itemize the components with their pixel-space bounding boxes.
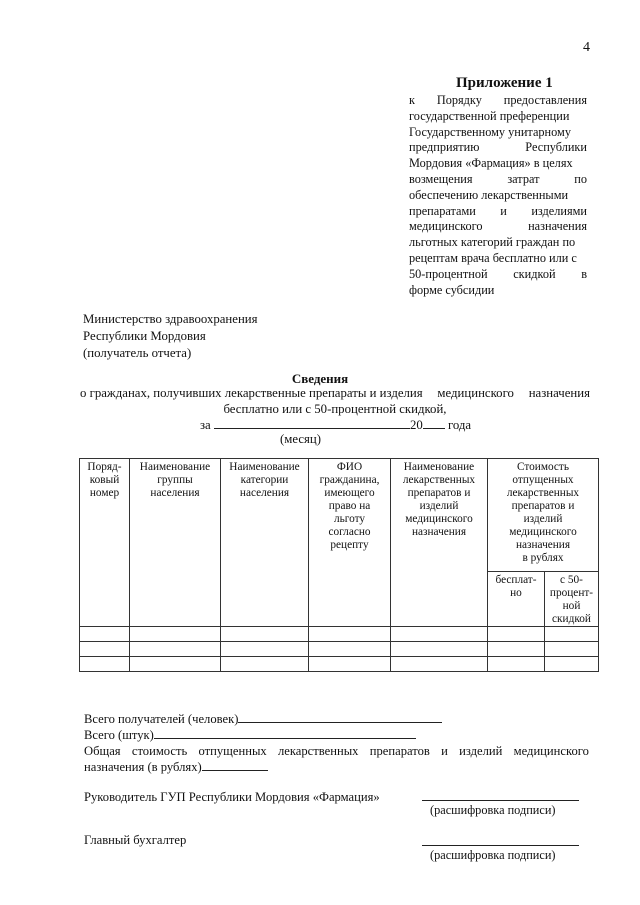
total-cost-word: лекарственных (277, 744, 359, 758)
appendix-word: Мордовия «Фармация» в целях (409, 156, 573, 171)
table-cell[interactable] (545, 657, 599, 672)
table-cell[interactable] (391, 657, 488, 672)
appendix-line (409, 109, 587, 125)
subtitle-line: бесплатно или с 50-процентной скидкой, (223, 401, 447, 416)
appendix-line (409, 204, 587, 220)
month-label: (месяц) (280, 432, 322, 446)
totals-block (84, 711, 589, 775)
table-cell[interactable] (221, 642, 309, 657)
total-pieces-blank[interactable] (154, 727, 416, 739)
table-cell[interactable] (309, 642, 391, 657)
total-cost-word: изделий (459, 744, 503, 758)
subtitle-part: назначения (528, 386, 590, 400)
appendix-word: форме субсидии (409, 282, 495, 297)
period-year: 20 (409, 418, 423, 432)
head-signature-line[interactable] (422, 800, 579, 801)
recipient-note: (получатель отчета) (83, 346, 192, 360)
header-cell: Наименование группы населения (130, 459, 221, 627)
appendix-line (409, 125, 587, 141)
appendix-word: к (409, 93, 415, 107)
appendix-word: скидкой (513, 266, 556, 281)
header-cell: Наименование категории населения (221, 459, 309, 627)
appendix-word: изделиями (531, 203, 587, 218)
table-cell[interactable] (545, 627, 599, 642)
table-cell[interactable] (488, 627, 545, 642)
appendix-word: назначения (528, 219, 587, 234)
total-recipients-label: Всего получателей (человек) (84, 712, 239, 726)
header-cell: ФИО гражданина, имеющего право на льготу согласно рецепту (309, 459, 391, 627)
table-row (80, 627, 599, 642)
subheader-cell: бесплат- но (488, 572, 545, 627)
header-cell: Стоимость отпущенных лекарственных препаратов и изделий медицинского назначения в рублях (488, 459, 599, 572)
total-cost-word: отпущенных (198, 744, 267, 758)
period-prefix: за (200, 418, 211, 432)
report-subtitle (80, 386, 590, 417)
table-cell[interactable] (391, 627, 488, 642)
total-cost-word: Общая (84, 744, 121, 758)
table-cell[interactable] (130, 642, 221, 657)
appendix-word: Порядку (436, 93, 482, 107)
page-number: 4 (583, 40, 590, 55)
table-cell[interactable] (309, 657, 391, 672)
appendix-word: предоставления (503, 93, 587, 107)
appendix-word: государственной преференции (409, 108, 570, 123)
period-suffix: года (447, 418, 472, 432)
appendix-word: в (581, 266, 587, 281)
total-cost-line (84, 743, 589, 759)
total-recipients-blank[interactable] (238, 711, 442, 723)
appendix-text (409, 93, 587, 298)
accountant-signature-label: Главный бухгалтер (84, 833, 187, 847)
report-table (79, 458, 599, 672)
head-signature-caption: (расшифровка подписи) (430, 803, 556, 817)
table-cell[interactable] (309, 627, 391, 642)
appendix-line (409, 235, 587, 251)
header-cell: Наименование лекарственных препаратов и изделий медицинского назначения (391, 459, 488, 627)
appendix-word: препаратами (409, 203, 476, 218)
recipient-block (83, 311, 258, 362)
report-title: Сведения (291, 371, 349, 386)
month-blank[interactable] (214, 417, 410, 429)
recipient-line: Республики Мордовия (83, 329, 206, 343)
table-cell[interactable] (488, 657, 545, 672)
table-cell[interactable] (80, 642, 130, 657)
accountant-signature-caption: (расшифровка подписи) (430, 848, 556, 862)
table-cell[interactable] (545, 642, 599, 657)
appendix-line (409, 188, 587, 204)
table-cell[interactable] (221, 657, 309, 672)
table-cell[interactable] (130, 627, 221, 642)
accountant-signature-line[interactable] (422, 845, 579, 846)
table-cell[interactable] (80, 627, 130, 642)
total-cost-label: назначения (в рублях) (84, 760, 202, 774)
table-cell[interactable] (130, 657, 221, 672)
total-pieces-label: Всего (штук) (84, 728, 154, 742)
subheader-cell: с 50- процент- ной скидкой (545, 572, 599, 627)
year-blank[interactable] (423, 417, 445, 429)
appendix-word: Республики (525, 140, 587, 155)
appendix-word: по (574, 171, 587, 186)
appendix-word: предприятию (409, 140, 480, 155)
total-cost-word: и (441, 744, 448, 758)
table-row (80, 657, 599, 672)
appendix-line (409, 251, 587, 267)
total-cost-blank[interactable] (202, 759, 268, 771)
appendix-word: 50-процентной (409, 266, 488, 281)
appendix-line (409, 283, 587, 299)
appendix-line (409, 172, 587, 188)
appendix-word: Государственному унитарному (409, 124, 571, 139)
appendix-line (409, 267, 587, 283)
total-cost-word: медицинского (513, 744, 589, 758)
appendix-word: и (500, 203, 507, 218)
total-cost-word: препаратов (369, 744, 430, 758)
appendix-line (409, 140, 587, 156)
appendix-line (409, 156, 587, 172)
recipient-line: Министерство здравоохранения (83, 312, 258, 326)
appendix-title: Приложение 1 (456, 75, 553, 91)
appendix-word: рецептам врача бесплатно или с (409, 250, 577, 265)
total-cost-word: стоимость (131, 744, 188, 758)
appendix-word: возмещения (409, 171, 473, 186)
table-cell[interactable] (221, 627, 309, 642)
head-signature-label: Руководитель ГУП Республики Мордовия «Фармация» (84, 790, 380, 804)
table-cell[interactable] (391, 642, 488, 657)
subtitle-part: о гражданах, получивших лекарственные препараты и изделия (80, 386, 423, 400)
period-line (200, 417, 471, 433)
appendix-line (409, 93, 587, 109)
appendix-line (409, 219, 587, 235)
subtitle-part: медицинского (437, 386, 514, 400)
table-cell[interactable] (488, 642, 545, 657)
appendix-word: медицинского (409, 219, 483, 234)
appendix-word: обеспечению лекарственными (409, 187, 569, 202)
table-cell[interactable] (80, 657, 130, 672)
header-cell: Поряд- ковый номер (80, 459, 130, 627)
appendix-word: льготных категорий граждан по (409, 235, 576, 250)
appendix-word: затрат (507, 171, 540, 186)
table-row (80, 642, 599, 657)
